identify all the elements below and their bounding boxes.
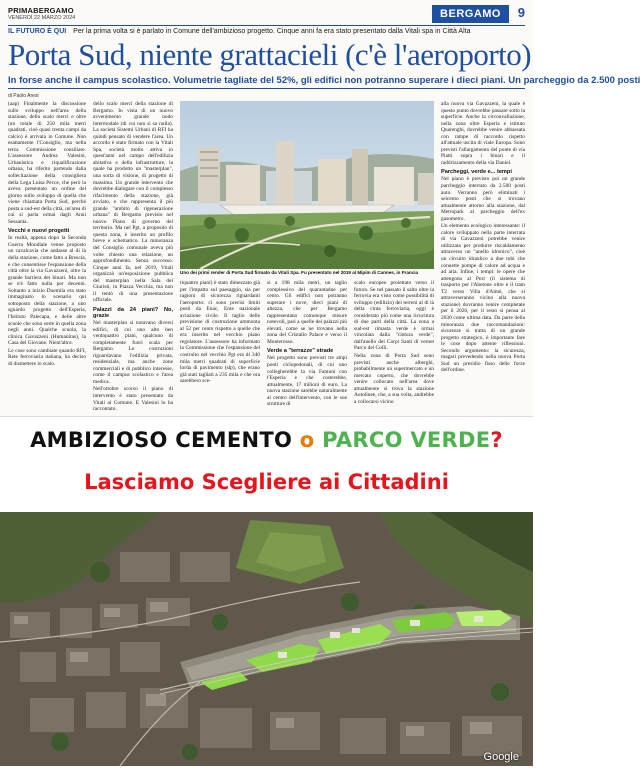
article-column-4 — [267, 280, 347, 416]
banner-word-cemento: AMBIZIOSO CEMENTO — [30, 428, 300, 452]
section-badge: BERGAMO — [432, 5, 509, 23]
article-column-3 — [180, 280, 260, 416]
aerial-image — [0, 512, 533, 766]
paragraph: Nel piano è previsto poi un grande parcheggio interrato da 2.500 posti auto. Verranno però eliminati i seicento posti che si trovano attualmente attorno alla stazione, dal Metropark al parcheggio dell'ex gasometro. — [441, 176, 525, 222]
article-column-2 — [93, 101, 173, 416]
paragraph: scalo europeo proiettato verso il futuro. Se nel passato il salto oltre la ferrovia era visto come possibilità di sviluppo (edilizio) dei terreni al di là della cinta ferroviaria, oggi è considerato più come una ricucitura di due parti della città. La zona a sud-est rimasta verde è ormai vincolata dalla "cintura verde", dall'anello dei Corpi Santi di vernet Parco dei Colli. — [354, 280, 434, 352]
headline: Porta Sud, niente grattacieli (c'è l'aeroporto) — [8, 37, 532, 72]
photo-caption: Uno dei primi render di Porta Sud firmato da Vitali Spa. Fu presentato nel 2019 al Mipim di Cannes, in Francia — [180, 270, 419, 275]
subhead-rule — [8, 88, 525, 89]
column-heading: Verde a "terrazze" strade — [267, 348, 334, 355]
subhead: In forse anche il campus scolastico. Volumetrie tagliate del 52%, gli edifici non potranno superare i dieci piani. Un parcheggio da 2.500 posti — [8, 75, 640, 86]
column-heading: Parcheggi, verde e... tempi — [441, 169, 512, 176]
article-column-6 — [441, 101, 525, 416]
masthead-rule — [8, 25, 525, 26]
article-column-1 — [8, 101, 86, 416]
kicker: IL FUTURO È QUI — [8, 28, 67, 35]
paragraph: si a 198 mila metri, un taglio complessivo del quarantadue per cento. Gli edifici non potranno superare i nove, dieci piani di altezza, che per Bergamo rappresentano comunque misure notevoli, pari a quelle dei palazzi più elevati, come se ne trovano nella zona del Cristallo Palace e verso il Monterosso. — [267, 280, 347, 345]
paragraph: Nella zona di Porta Sud sono previsti anche alberghi, probabilmente un supermercato e un mercato coperto, che dovrebbe venire collocato nell'area dove attualmente si trova la stazione Autolinee, che, a sua volta, andrebbe a collocarsi vicino — [354, 353, 434, 405]
paragraph: Un elemento ecologico interessante: il calore sviluppato nella parte interrata di via Gavazzeni potrebbe venire utilizzata per produrre riscaldamento attraverso un "anello idronico", cioè un circuito idraulico a due tubi che connette pompe di calore ad acqua e ad aria. Infine, i tempi: le opere che attengono al Pnrr (il sistema di trasporto per l'Abetone oltre e il tram T2 verso Villa d'Almè, che si attraverseranno vicino alla nuova stazione) dovranno venire completate per il 2026, per il resto si pensa al 2030 come ultima data. Da parte della minoranza due raccomandazioni: sicurezze si tratta di un grande progetto strategico, è importante fare le cose dopo attente riflessioni. Secondo argomento: la sicurezza, magari prevedendo nella nuova Porta Sud un presidio fisso delle forze dell'ordine. — [441, 223, 525, 374]
google-watermark: Google — [483, 751, 519, 763]
paragraph: alla nuova via Gavazzeni, la quale è questo punto dovrebbe passare sotto la superficie. Anche la circonvallazione, nella zona oltre Esperia e istituto Quarenghi, dovrebbe venire abbassata con rampe di raccordo rispetto all'attuale uscita di viale Europa. Sono previsti l'allargamento del ponte di via Piatti sopra i binari e il raddrizzamento della via Daniel. — [441, 101, 525, 166]
paragraph: tiquattro piani) è stato dimezzato già per l'impatto sul paesaggio, sia per ragioni di sicurezza riguardanti l'aeroporto: ci sono precisi limiti posti da Enac, Ente nazionale aviazione civile. Il taglio delle previsione di costruzione ammonta al 52 per cento rispetto a quelle che era inserito nel vecchio piano regolatore. L'assessore ha informato la Commissione che l'espansione del costruito nel vecchio Pgt era di 340 mila metri quadrati di superficie lorda di pavimento (slp), che erano già stati tagliati a 235 mila e che ora sarebbero sce- — [180, 280, 260, 385]
paragraph: In realtà, appena dopo la Seconda Guerra Mondiale venne proposto un cavalcavia che andasse al di là della stazione, come fatto a Brescia, e che consentisse l'espansione della città oltre la via Gavazzeni, oltre la grande barriera dei binari. Ma non se n'è fatto nulla per decenni. Soltanto a inizio Duemila era stato immaginato lo scenario qui sottoposto della stazione, a uno sguardo progetto dell'Esperia, l'Istituto Palecapa, e delle altre scuole che sono sorte in quella zona negli anni. Qualche scuola, la clinica Gavazzeni (Humanitas), la Casa del Giovane. Nient'altro. — [8, 235, 86, 347]
paragraph: Nel masterplan si notavano diversi edifici, di cui uno alto ben ventiquattro piani, qualcuno di completamente fuori scala per Bergamo. Le costruzioni riguardavano l'edilizia privata, residenziale, ma anche zone commerciali e di pubblico interesse, come il campus scolastico e l'area medica. — [93, 319, 173, 385]
project-render-photo — [180, 101, 434, 269]
column-heading: Vecchi e nuovi progetti — [8, 228, 70, 235]
kicker-text: Per la prima volta si è parlato in Comune dell'ambizioso progetto. Cinque anni fa era stato presentato dalla Vitali spa in Città Alta — [73, 28, 471, 35]
paragraph: dello scalo merci della stazione di Bergamo. In vista di un nuovo avvenimento grande nodo intermodale (di cui non si sa nulla). La società Sistemi Urbani di RFI ha quindi pensato di vendere l'area. Un accordo è stato firmato con la Vitali Spa, società molto attiva in quest'anni nel campo dell'edilizia abitativa e della infrastrutture, la quale ha prodotto un "masterplan", una sorta di visione, di progetto di massima. Un grande intervento che dovrebbe dialogare con il complesso rifacimento della stazione, già avviato, e che rappresenta il più grande "ambito di rigenerazione urbana" di Bergamo previsto nel nuovo Piano di governo del territorio. Ma nel Pgt, a proposito di questa zona, è inserito un profilo breve e schematico. La minoranza del Consiglio comunale aveva più volte chiesto una relazione, un approfondimento. Senza successo. Cinque anni fa, nel 2019, Vitali organizzò un'esposizione pubblica del masterplan nella Sala dei Giuristi, in Piazza Vecchia, ma non il tentò di una presentazione ufficiale. — [93, 101, 173, 304]
paragraph: (aap) Finalmente la discussione sullo sviluppo nell'area della stazione, dello scalo merci e oltre (un totale di 250 mila metri quadrati, cioè quasi trenta campi da calcio) è arrivata in Comune. Non esattamente l'Consiglio, ma nella terza Commissione consiliare. L'assessore Andrea Valesini, Urbanistica e riqualificazione urbana, ha riferito partendo dalla sollecitazione della consigliera della Lega Luisa Pecce, che però la aveva presentato un ordine del giorno sullo sviluppo di quella che viene chiamata Porta Sud, perché posta a sud-est della città, un'area di cui si parla ormai dagli Anni Sessanta. — [8, 101, 86, 225]
aerial-satellite-view — [0, 512, 533, 766]
paper-date: VENERDÌ 22 MARZO 2024 — [8, 15, 76, 21]
paragraph: Le cose sono cambiate quando RFI, Rete ferroviaria italiana, ha deciso di dismettere lo scalo. — [8, 347, 86, 367]
banner-word-o: o — [299, 428, 315, 452]
page-number: 9 — [517, 5, 525, 20]
paragraph: Nell'ottobre scorso il piano di intervento è stato presentato da Vitali al Comune. E Valesini lo ha raccontato. — [93, 386, 173, 413]
column-heading: Palazzi da 24 piani? No, grazie — [93, 306, 173, 319]
clipping-divider — [0, 416, 533, 417]
paragraph: Nel progetto sono previsti tre ampi ponti ciclopedonali, di cui uno collegherebbe la via Fantoni con l'Esperia e che costerebbe, attualmente, 17 milioni di euro. La nuova stazione sarebbe naturalmente al centro dell'intervento, con le sue strutture di — [267, 355, 347, 408]
article-column-5 — [354, 280, 434, 416]
kicker-row — [8, 28, 525, 35]
banner-question-mark: ? — [490, 428, 503, 452]
banner-call-to-action: Lasciamo Scegliere ai Cittadini — [84, 470, 449, 494]
masthead — [8, 4, 525, 24]
paper-name: PRIMABERGAMO — [8, 6, 74, 15]
byline: di Paolo Aresi — [8, 93, 39, 99]
banner-question — [0, 428, 533, 452]
banner-word-parco: PARCO VERDE — [314, 428, 491, 452]
